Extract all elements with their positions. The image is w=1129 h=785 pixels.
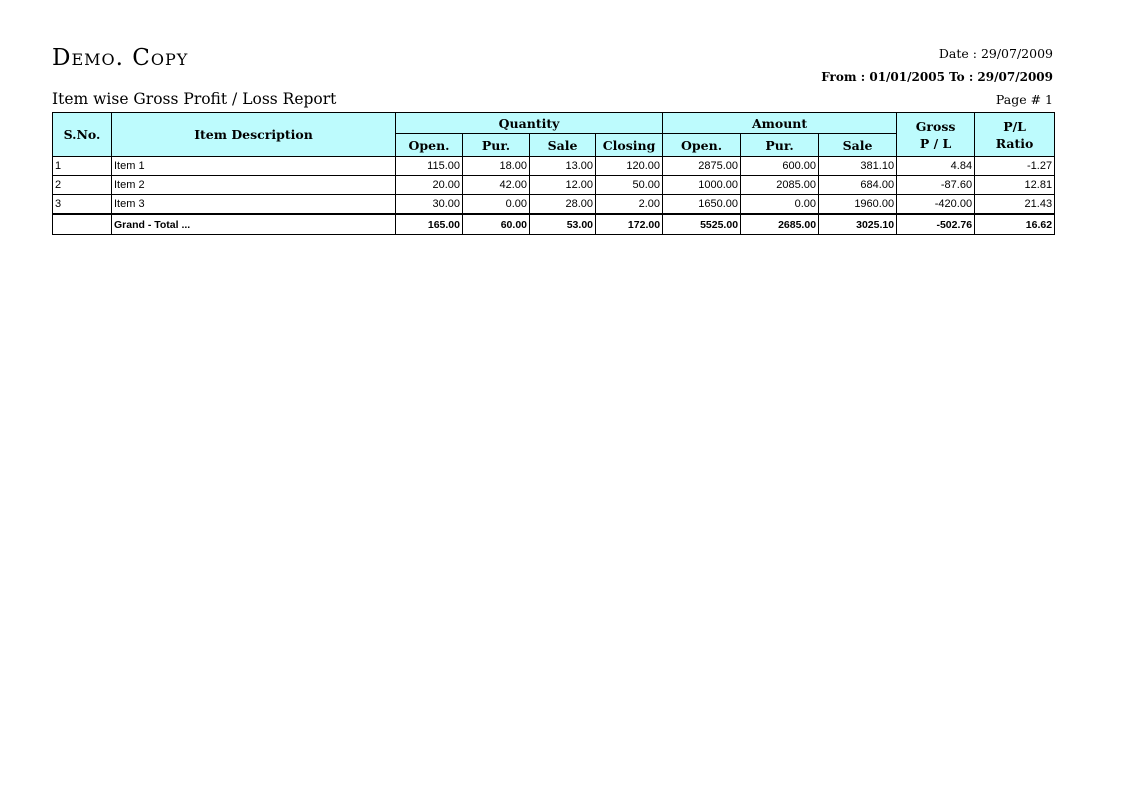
col-header-qty-open: Open.	[396, 134, 463, 157]
report-date: Date : 29/07/2009	[938, 46, 1053, 61]
cell-amt-pur: 600.00	[741, 157, 819, 176]
cell-qty-pur: 18.00	[463, 157, 530, 176]
total-amt-sale: 3025.10	[819, 214, 897, 235]
cell-amt-open: 1650.00	[663, 195, 741, 215]
gross-profit-table	[52, 112, 1055, 235]
cell-amt-pur: 0.00	[741, 195, 819, 215]
cell-sno: 1	[53, 157, 112, 176]
cell-gross-pl: -420.00	[897, 195, 975, 215]
cell-amt-sale: 684.00	[819, 176, 897, 195]
page-number: Page # 1	[995, 92, 1053, 107]
cell-item-description: Item 2	[112, 176, 396, 195]
grand-total-label: Grand - Total ...	[112, 214, 396, 235]
table-row	[53, 195, 1055, 215]
col-header-qty-sale: Sale	[530, 134, 596, 157]
report-title: Item wise Gross Profit / Loss Report	[52, 90, 337, 108]
cell-qty-open: 30.00	[396, 195, 463, 215]
group-header-amount: Amount	[663, 113, 897, 134]
demo-copy-watermark: Demo. Copy	[52, 45, 189, 71]
total-amt-open: 5525.00	[663, 214, 741, 235]
total-pl-ratio: 16.62	[975, 214, 1055, 235]
cell-pl-ratio: 12.81	[975, 176, 1055, 195]
cell-amt-open: 1000.00	[663, 176, 741, 195]
cell-qty-closing: 50.00	[596, 176, 663, 195]
cell-item-description: Item 3	[112, 195, 396, 215]
table-row	[53, 176, 1055, 195]
table-row	[53, 157, 1055, 176]
cell-qty-pur: 0.00	[463, 195, 530, 215]
cell-qty-closing: 2.00	[596, 195, 663, 215]
ratio-header-line2: Ratio	[995, 135, 1034, 151]
col-header-sno: S.No.	[53, 113, 112, 157]
col-header-amt-pur: Pur.	[741, 134, 819, 157]
cell-qty-pur: 42.00	[463, 176, 530, 195]
ratio-header-line1: P/L	[1003, 118, 1026, 134]
group-header-quantity: Quantity	[396, 113, 663, 134]
header-row-group	[53, 113, 1055, 134]
cell-qty-sale: 13.00	[530, 157, 596, 176]
col-header-amt-open: Open.	[663, 134, 741, 157]
cell-qty-sale: 12.00	[530, 176, 596, 195]
col-header-item-description: Item Description	[112, 113, 396, 157]
cell-amt-sale: 381.10	[819, 157, 897, 176]
cell-gross-pl: 4.84	[897, 157, 975, 176]
cell-pl-ratio: -1.27	[975, 157, 1055, 176]
cell-sno: 3	[53, 195, 112, 215]
col-header-pl-ratio	[975, 113, 1055, 157]
cell-amt-open: 2875.00	[663, 157, 741, 176]
cell-amt-sale: 1960.00	[819, 195, 897, 215]
total-gross-pl: -502.76	[897, 214, 975, 235]
col-header-qty-pur: Pur.	[463, 134, 530, 157]
cell-pl-ratio: 21.43	[975, 195, 1055, 215]
total-qty-sale: 53.00	[530, 214, 596, 235]
total-qty-pur: 60.00	[463, 214, 530, 235]
cell-amt-pur: 2085.00	[741, 176, 819, 195]
cell-qty-open: 20.00	[396, 176, 463, 195]
total-amt-pur: 2685.00	[741, 214, 819, 235]
grand-total-row	[53, 214, 1055, 235]
cell-qty-open: 115.00	[396, 157, 463, 176]
cell-sno: 2	[53, 176, 112, 195]
col-header-gross-pl	[897, 113, 975, 157]
gross-header-line2: P / L	[919, 135, 952, 151]
col-header-amt-sale: Sale	[819, 134, 897, 157]
cell-qty-closing: 120.00	[596, 157, 663, 176]
col-header-qty-closing: Closing	[596, 134, 663, 157]
cell-item-description: Item 1	[112, 157, 396, 176]
cell-gross-pl: -87.60	[897, 176, 975, 195]
cell-qty-sale: 28.00	[530, 195, 596, 215]
report-date-range: From : 01/01/2005 To : 29/07/2009	[821, 70, 1053, 84]
cell-sno-empty	[53, 214, 112, 235]
total-qty-closing: 172.00	[596, 214, 663, 235]
gross-header-line1: Gross	[915, 118, 956, 134]
total-qty-open: 165.00	[396, 214, 463, 235]
